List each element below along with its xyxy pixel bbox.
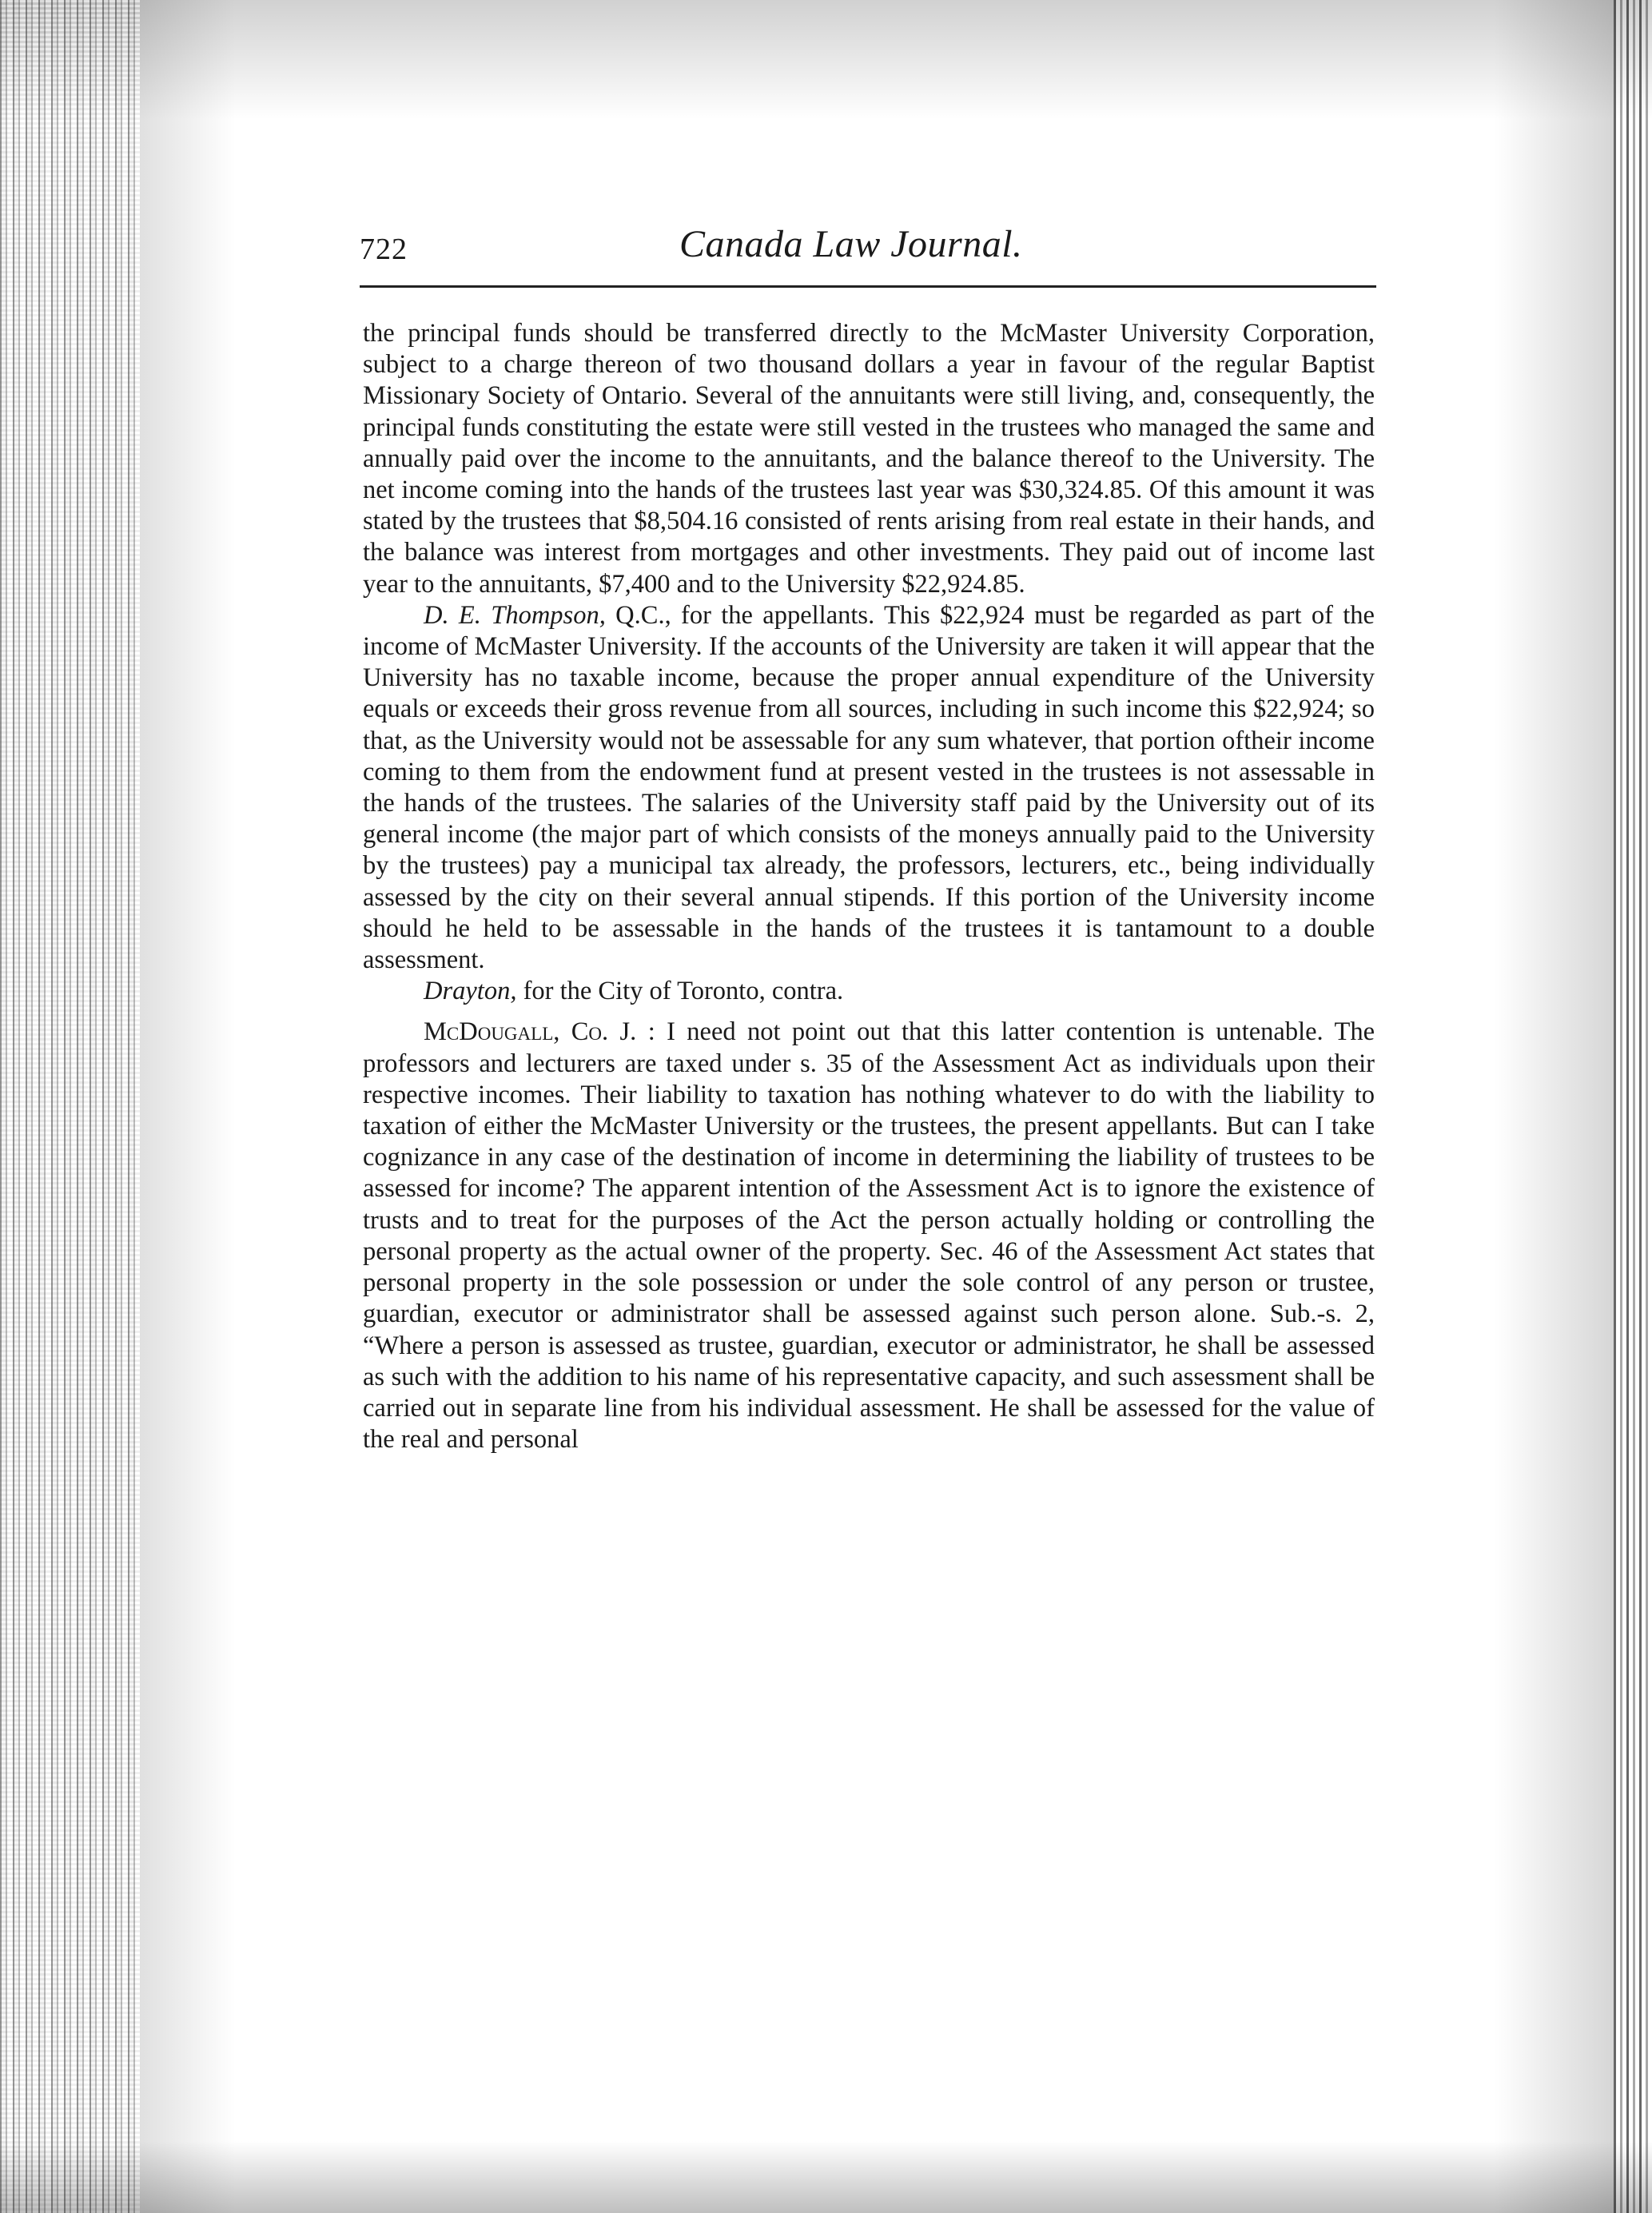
paragraph-judgment [363, 1017, 1375, 1455]
scan-edge-top [0, 0, 1652, 120]
journal-title: Canada Law Journal. [679, 223, 1023, 265]
paragraph-text: the principal funds should be transferred directly to the McMaster University Corporation, subject to a charge thereon of two thousand dollars a year in favour of the regular Baptist Missionary Society of Ontario. Several of the annuitants were still living, and, consequently, the principal funds constituting the estate were still vested in the trustees who managed the same and annually paid over the income to the annuitants, and the balance thereof to the University. The net income coming into the hands of the trustees last year was $30,324.85. Of this amount it was stated by the trustees that $8,504.16 consisted of rents arising from real estate in their hands, and the balance was interest from mortgages and other investments. They paid out of income last year to the annuitants, $7,400 and to the University $22,924.85. [363, 319, 1375, 599]
paragraph-text: : I need not point out that this latter contention is untenable. The professors and lecturers are taxed under s. 35 of the Assessment Act as individuals upon their respective incomes. Their liability to taxation has nothing whatever to do with the liability to taxation of either the McMaster University or the trustees, the present appellants. But can I take cognizance in any case of the destination of income in determining the liability of trustees to be assessed for income? The apparent intention of the Assessment Act is to ignore the existence of trusts and to treat for the purposes of the Act the person actually holding or controlling the personal property as the actual owner of the property. Sec. 46 of the Assessment Act states that personal property in the sole possession or under the sole control of any person or trustee, guardian, executor or administrator shall be assessed against such person alone. Sub.-s. 2, “Where a person is assessed as trustee, guardian, executor or administrator, he shall be assessed as such with the addition to his name of his representative capacity, and such assessment shall be carried out in separate line from his individual assessment. He shall be assessed for the value of the real and personal [363, 1017, 1375, 1455]
counsel-name: D. E. Thompson, [424, 600, 606, 630]
paragraph-respondent-counsel [363, 976, 1375, 1007]
scan-edge-left [0, 0, 140, 2213]
paragraph-appellant-argument [363, 600, 1375, 976]
paragraph-text: for the City of Toronto, contra. [516, 977, 844, 1006]
body-text [363, 318, 1375, 1455]
header-rule [360, 285, 1376, 288]
judge-name: McDougall, Co. J. [424, 1017, 637, 1047]
scan-edge-right [1614, 0, 1652, 2213]
scan-shadow-left [140, 0, 236, 2213]
paragraph-facts [363, 318, 1375, 600]
counsel-name: Drayton, [424, 977, 517, 1006]
page-number: 722 [360, 233, 408, 266]
page-header [360, 222, 1375, 286]
paragraph-text: Q.C., for the appellants. This $22,924 must be regarded as part of the income of McMaster University. If the accounts of the University are taken it will appear that the University has no taxable income, because the proper annual expenditure of the University equals or exceeds their gross revenue from all sources, including in such income this $22,924; so that, as the University would not be assessable for any sum whatever, that portion oftheir income coming to them from the endowment fund at present vested in the trustees is not assessable in the hands of the trustees. The salaries of the University staff paid by the University out of its general income (the major part of which consists of the moneys annually paid to the University by the trustees) pay a municipal tax already, the professors, lecturers, etc., being individually assessed by the city on their several annual stipends. If this portion of the University income should he held to be assessable in the hands of the trustees it is tantamount to a double assessment. [363, 600, 1375, 975]
scan-edge-bottom [0, 2141, 1652, 2213]
scan-shadow-right [1494, 0, 1614, 2213]
